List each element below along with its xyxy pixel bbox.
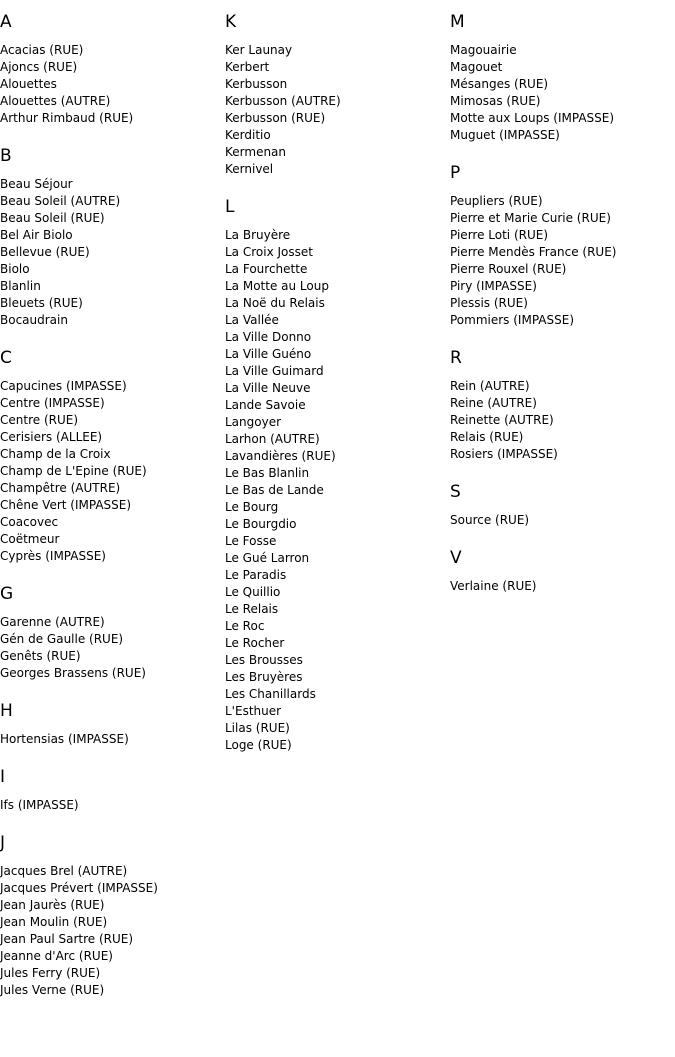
section-letter-heading: I <box>0 767 6 787</box>
street-link[interactable]: Le Relais <box>225 602 279 616</box>
street-link[interactable]: Rosiers (IMPASSE) <box>450 447 558 461</box>
street-list <box>450 42 675 144</box>
street-link[interactable]: Loge (RUE) <box>225 738 292 752</box>
section-letter-heading: M <box>450 12 465 32</box>
section-letter-heading: V <box>450 548 462 568</box>
street-link[interactable]: Pierre et Marie Curie (RUE) <box>450 211 611 225</box>
street-link[interactable]: Biolo <box>0 262 30 276</box>
street-link[interactable]: Ker Launay <box>225 43 293 57</box>
section-letter-heading: H <box>0 701 13 721</box>
street-link[interactable]: Jules Verne (RUE) <box>0 983 105 997</box>
street-link[interactable]: Le Paradis <box>225 568 287 582</box>
street-list <box>450 193 675 329</box>
letter-group <box>0 12 222 127</box>
street-link[interactable]: Piry (IMPASSE) <box>450 279 537 293</box>
letter-group <box>0 584 222 682</box>
street-link[interactable]: Kerbusson (RUE) <box>225 111 326 125</box>
street-link[interactable]: L'Esthuer <box>225 704 282 718</box>
street-link[interactable]: Reine (AUTRE) <box>450 396 537 410</box>
street-link[interactable]: Kernivel <box>225 162 274 176</box>
street-link[interactable]: Acacias (RUE) <box>0 43 84 57</box>
street-link[interactable]: Centre (RUE) <box>0 413 79 427</box>
street-link[interactable]: Jeanne d'Arc (RUE) <box>0 949 113 963</box>
letter-group <box>450 12 675 144</box>
street-link[interactable]: Bleuets (RUE) <box>0 296 83 310</box>
street-link[interactable]: Ajoncs (RUE) <box>0 60 78 74</box>
street-link[interactable]: Lilas (RUE) <box>225 721 290 735</box>
street-link[interactable]: Pierre Mendès France (RUE) <box>450 245 617 259</box>
street-link[interactable]: Kerditio <box>225 128 271 142</box>
section-letter-heading: C <box>0 348 12 368</box>
street-column <box>225 12 447 773</box>
section-letter-heading: P <box>450 163 461 183</box>
street-link[interactable]: Coëtmeur <box>0 532 60 546</box>
street-link[interactable]: La Bruyère <box>225 228 291 242</box>
street-list <box>0 797 222 814</box>
street-link[interactable]: Jacques Prévert (IMPASSE) <box>0 881 158 895</box>
street-link[interactable]: Rein (AUTRE) <box>450 379 530 393</box>
street-link[interactable]: La Noë du Relais <box>225 296 325 310</box>
street-list <box>225 227 447 754</box>
street-link[interactable]: Arthur Rimbaud (RUE) <box>0 111 134 125</box>
street-link[interactable]: Hortensias (IMPASSE) <box>0 732 129 746</box>
street-link[interactable]: Lavandières (RUE) <box>225 449 336 463</box>
letter-group <box>450 348 675 463</box>
street-link[interactable]: Champ de L'Epine (RUE) <box>0 464 147 478</box>
street-link[interactable]: Magouairie <box>450 43 517 57</box>
street-list <box>0 378 222 565</box>
street-link[interactable]: Beau Soleil (AUTRE) <box>0 194 121 208</box>
street-link[interactable]: Alouettes (AUTRE) <box>0 94 111 108</box>
street-link[interactable]: Champêtre (AUTRE) <box>0 481 121 495</box>
street-link[interactable]: Chêne Vert (IMPASSE) <box>0 498 132 512</box>
letter-group <box>0 146 222 329</box>
street-list <box>450 512 675 529</box>
street-link[interactable]: La Ville Guéno <box>225 347 312 361</box>
street-column <box>450 12 675 614</box>
street-link[interactable]: Le Bas de Lande <box>225 483 324 497</box>
street-link[interactable]: Le Roc <box>225 619 265 633</box>
street-list <box>0 731 222 748</box>
section-letter-heading: L <box>225 197 235 217</box>
street-link[interactable]: Les Brousses <box>225 653 303 667</box>
section-letter-heading: S <box>450 482 461 502</box>
street-link[interactable]: Le Bourgdio <box>225 517 297 531</box>
street-link[interactable]: Les Chanillards <box>225 687 316 701</box>
street-link[interactable]: Beau Soleil (RUE) <box>0 211 105 225</box>
street-link[interactable]: Kerbert <box>225 60 270 74</box>
street-list <box>225 42 447 178</box>
street-link[interactable]: La Croix Josset <box>225 245 313 259</box>
street-link[interactable]: Jacques Brel (AUTRE) <box>0 864 128 878</box>
street-link[interactable]: Mimosas (RUE) <box>450 94 541 108</box>
street-link[interactable]: Les Bruyères <box>225 670 303 684</box>
letter-group <box>0 767 222 814</box>
street-link[interactable]: Georges Brassens (RUE) <box>0 666 146 680</box>
street-link[interactable]: Centre (IMPASSE) <box>0 396 105 410</box>
street-link[interactable]: La Vallée <box>225 313 279 327</box>
street-link[interactable]: La Ville Neuve <box>225 381 311 395</box>
street-link[interactable]: Pierre Rouxel (RUE) <box>450 262 567 276</box>
street-link[interactable]: Kerbusson <box>225 77 288 91</box>
street-link[interactable]: Lande Savoie <box>225 398 306 412</box>
street-link[interactable]: La Ville Donno <box>225 330 312 344</box>
street-link[interactable]: La Ville Guimard <box>225 364 324 378</box>
section-letter-heading: K <box>225 12 237 32</box>
street-list <box>0 614 222 682</box>
street-link[interactable]: Champ de la Croix <box>0 447 111 461</box>
street-link[interactable]: Cerisiers (ALLEE) <box>0 430 103 444</box>
street-link[interactable]: Le Fosse <box>225 534 277 548</box>
section-letter-heading: J <box>0 833 6 853</box>
street-link[interactable]: Pommiers (IMPASSE) <box>450 313 574 327</box>
street-link[interactable]: Kerbusson (AUTRE) <box>225 94 341 108</box>
street-list <box>450 578 675 595</box>
street-link[interactable]: Muguet (IMPASSE) <box>450 128 560 142</box>
letter-group <box>450 548 675 595</box>
street-link[interactable]: Le Quillio <box>225 585 281 599</box>
street-link[interactable]: Peupliers (RUE) <box>450 194 543 208</box>
street-link[interactable]: Blanlin <box>0 279 41 293</box>
street-link[interactable]: Gén de Gaulle (RUE) <box>0 632 124 646</box>
street-link[interactable]: Garenne (AUTRE) <box>0 615 105 629</box>
section-letter-heading: A <box>0 12 12 32</box>
street-link[interactable]: Le Gué Larron <box>225 551 310 565</box>
street-link[interactable]: Reinette (AUTRE) <box>450 413 554 427</box>
letter-group <box>225 197 447 754</box>
street-link[interactable]: Capucines (IMPASSE) <box>0 379 127 393</box>
street-link[interactable]: Genêts (RUE) <box>0 649 81 663</box>
street-link[interactable]: Le Rocher <box>225 636 285 650</box>
street-list <box>450 378 675 463</box>
street-link[interactable]: Langoyer <box>225 415 282 429</box>
section-letter-heading: G <box>0 584 14 604</box>
street-link[interactable]: Motte aux Loups (IMPASSE) <box>450 111 615 125</box>
letter-group <box>0 348 222 565</box>
street-link[interactable]: Mésanges (RUE) <box>450 77 549 91</box>
street-link[interactable]: Beau Séjour <box>0 177 73 191</box>
street-list <box>0 42 222 127</box>
street-link[interactable]: Jean Jaurès (RUE) <box>0 898 105 912</box>
street-link[interactable]: Bel Air Biolo <box>0 228 73 242</box>
street-link[interactable]: Verlaine (RUE) <box>450 579 537 593</box>
street-link[interactable]: Magouet <box>450 60 503 74</box>
letter-group <box>0 701 222 748</box>
street-link[interactable]: Relais (RUE) <box>450 430 524 444</box>
street-link[interactable]: Le Bourg <box>225 500 279 514</box>
street-link[interactable]: Bocaudrain <box>0 313 68 327</box>
section-letter-heading: B <box>0 146 12 166</box>
street-link[interactable]: La Motte au Loup <box>225 279 329 293</box>
street-link[interactable]: Cyprès (IMPASSE) <box>0 549 106 563</box>
street-link[interactable]: Bellevue (RUE) <box>0 245 90 259</box>
street-link[interactable]: Le Bas Blanlin <box>225 466 310 480</box>
letter-group <box>450 482 675 529</box>
street-link[interactable]: Jean Paul Sartre (RUE) <box>0 932 134 946</box>
street-link[interactable]: Plessis (RUE) <box>450 296 528 310</box>
street-link[interactable]: Jean Moulin (RUE) <box>0 915 108 929</box>
letter-group <box>450 163 675 329</box>
street-link[interactable]: Source (RUE) <box>450 513 530 527</box>
street-link[interactable]: Pierre Loti (RUE) <box>450 228 549 242</box>
street-list <box>0 863 222 999</box>
street-link[interactable]: Kermenan <box>225 145 287 159</box>
street-link[interactable]: Ifs (IMPASSE) <box>0 798 79 812</box>
street-link[interactable]: Larhon (AUTRE) <box>225 432 320 446</box>
street-link[interactable]: Jules Ferry (RUE) <box>0 966 101 980</box>
letter-group <box>225 12 447 178</box>
street-list <box>0 176 222 329</box>
street-column <box>0 12 222 1018</box>
section-letter-heading: R <box>450 348 462 368</box>
street-link[interactable]: La Fourchette <box>225 262 308 276</box>
street-link[interactable]: Alouettes <box>0 77 57 91</box>
letter-group <box>0 833 222 999</box>
street-link[interactable]: Coacovec <box>0 515 59 529</box>
